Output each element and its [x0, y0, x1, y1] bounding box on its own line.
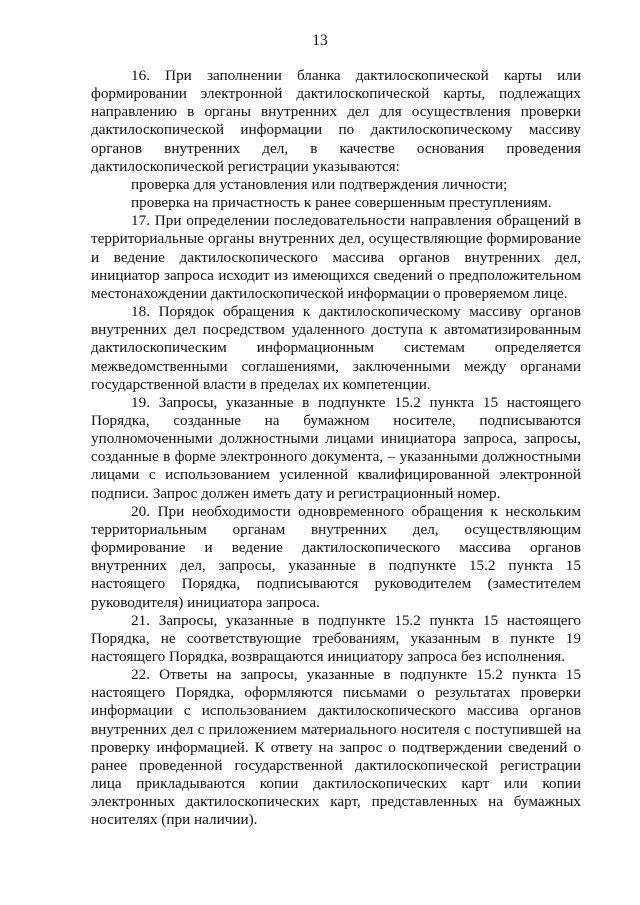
paragraph-16-item-identity: проверка для установления или подтверждения личности;	[131, 175, 508, 193]
document-body	[91, 67, 581, 830]
paragraph-17: 17. При определении последовательности направления обращений в территориальные органы внутренних дел, осуществляющие формирование и ведение дактилоскопического массива органов внутренних дел, инициатор запроса исходит из имеющихся сведений о предположительном местонахождении дактилоскопической информации о проверяемом лице.	[91, 212, 581, 302]
paragraph-18: 18. Порядок обращения к дактилоскопическому массиву органов внутренних дел посредством удаленного доступа к автоматизированным дактилоскопическим информационным системам определяется межведомственными соглашениями, заключенными между органами государственной власти в пределах их компетенции.	[91, 303, 581, 393]
paragraph-22: 22. Ответы на запросы, указанные в подпункте 15.2 пункта 15 настоящего Порядка, оформляются письмами о результатах проверки информации с использованием дактилоскопического массива органов внутренних дел с приложением материального носителя с поступившей на проверку информацией. К ответу на запрос о подтверждении сведений о ранее проведенной государственной дактилоскопической регистрации лица прикладываются копии дактилоскопических карт или копии электронных дактилоскопических карт, представленных на бумажных носителях (при наличии).	[91, 666, 581, 829]
paragraph-21: 21. Запросы, указанные в подпункте 15.2 пункта 15 настоящего Порядка, не соответствующие требованиям, указанным в пункте 19 настоящего Порядка, возвращаются инициатору запроса без исполнения.	[91, 611, 581, 665]
paragraph-20: 20. При необходимости одновременного обращения к нескольким территориальным органам внутренних дел, осуществляющим формирование и ведение дактилоскопического массива органов внутренних дел, запросы, указанные в подпункте 15.2 пункта 15 настоящего Порядка, подписываются руководителем (заместителем руководителя) инициатора запроса.	[91, 502, 581, 611]
paragraph-16-item-crimes: проверка на причастность к ранее совершенным преступлениям.	[131, 194, 552, 212]
paragraph-19: 19. Запросы, указанные в подпункте 15.2 пункта 15 настоящего Порядка, созданные на бумажном носителе, подписываются уполномоченными должностными лицами инициатора запроса, запросы, созданные в форме электронного документа, – указанными должностными лицами с использованием усиленной квалифицированной электронной подписи. Запрос должен иметь дату и регистрационный номер.	[91, 393, 581, 502]
page-number: 13	[312, 32, 328, 49]
paragraph-16: 16. При заполнении бланка дактилоскопической карты или формировании электронной дактилоскопической карты, подлежащих направлению в органы внутренних дел для осуществления проверки дактилоскопической информации по дактилоскопическому массиву органов внутренних дел, в качестве основания проведения дактилоскопической регистрации указываются:	[91, 67, 581, 175]
